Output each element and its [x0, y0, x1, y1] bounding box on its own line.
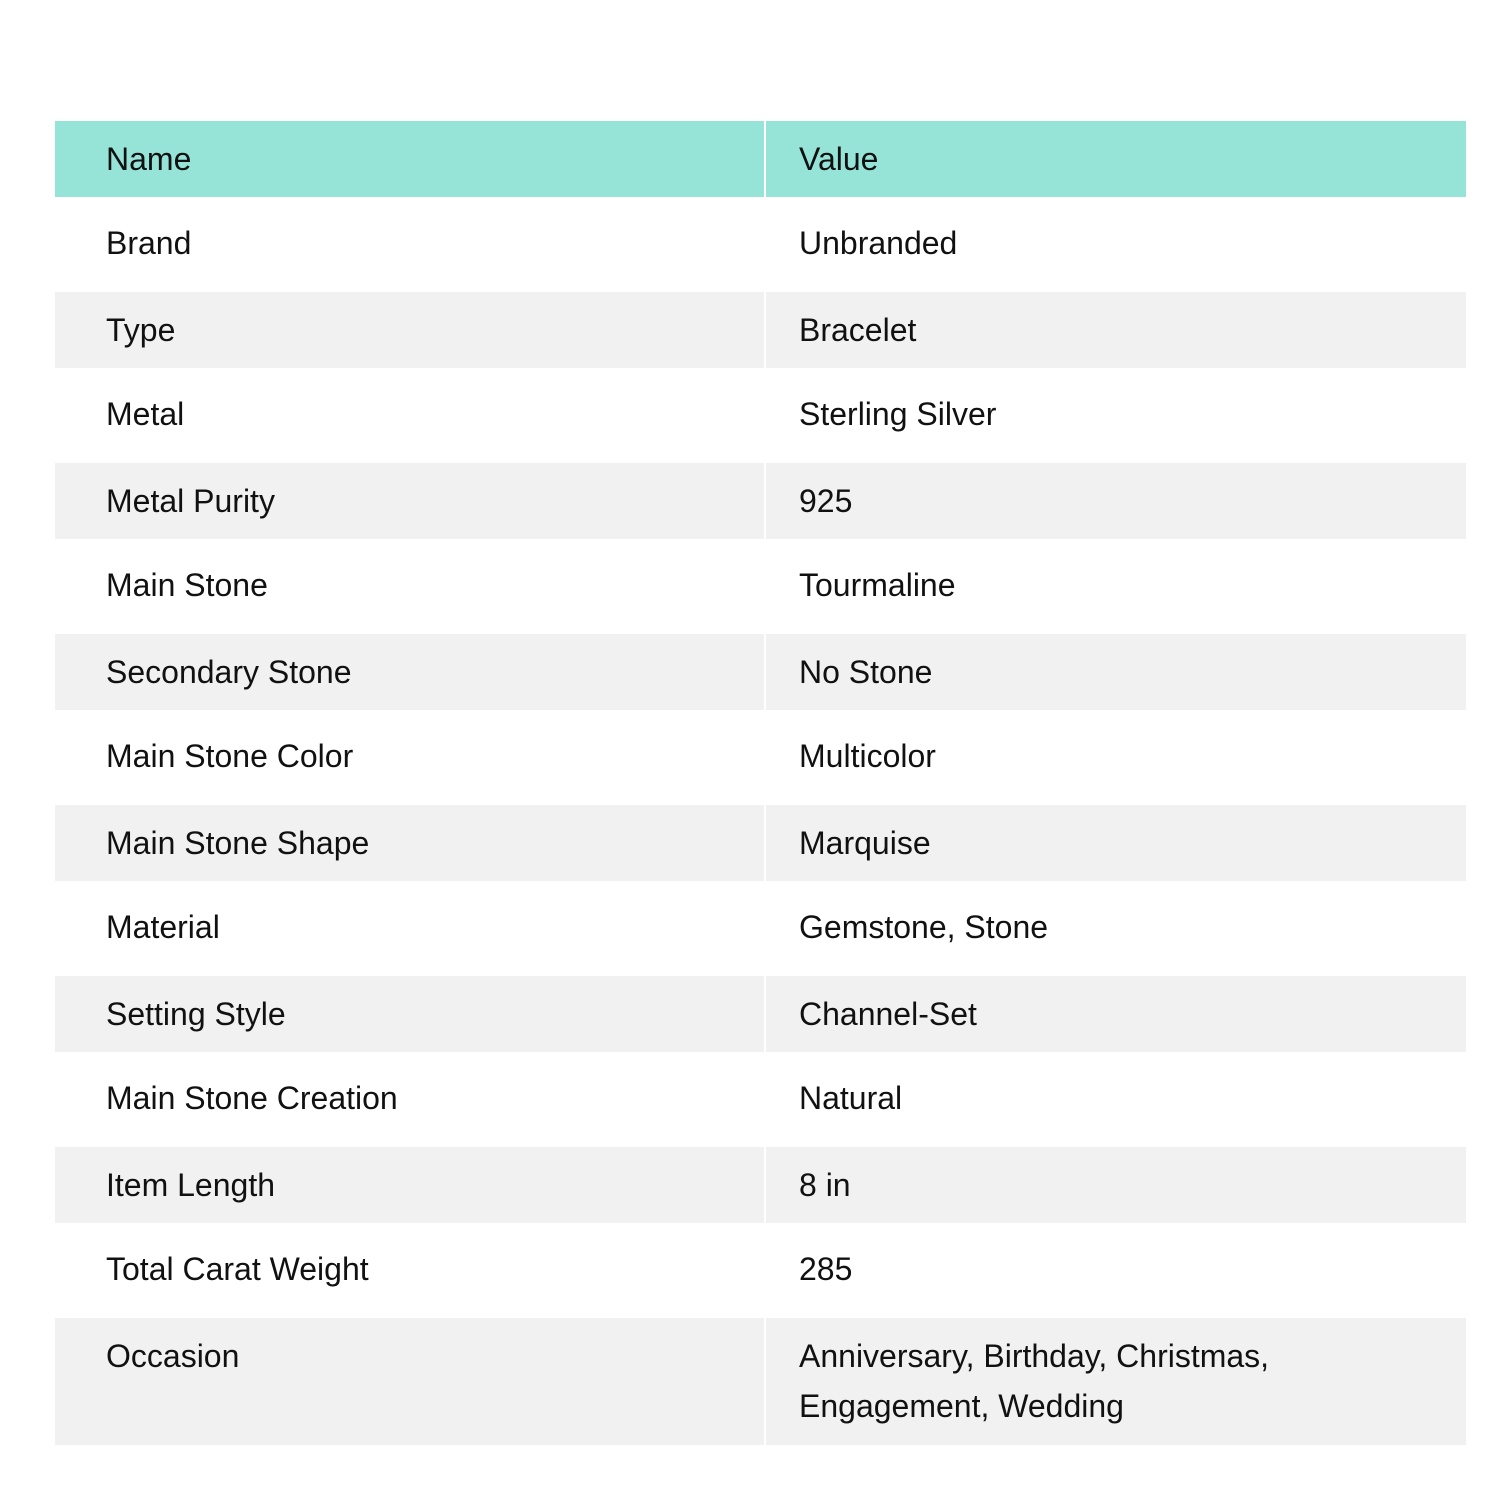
- table-row: [55, 292, 1466, 368]
- row-name-cell: Metal Purity: [55, 463, 766, 539]
- table-row: [55, 463, 1466, 539]
- row-name-cell: Setting Style: [55, 976, 766, 1052]
- row-value-cell: Multicolor: [799, 738, 936, 774]
- table-header-row: [55, 121, 1466, 197]
- table-row: [55, 881, 1466, 976]
- row-name-cell: Total Carat Weight: [55, 1223, 766, 1318]
- row-name-cell: Occasion: [55, 1318, 766, 1445]
- table-row: [55, 976, 1466, 1052]
- row-value-cell: Unbranded: [799, 225, 958, 261]
- row-name-cell: Item Length: [55, 1147, 766, 1223]
- row-value-cell: Anniversary, Birthday, Christmas, Engagement, Wedding: [766, 1318, 1466, 1445]
- table-row: [55, 805, 1466, 881]
- row-name-cell: Metal: [55, 368, 766, 463]
- row-value-cell: Bracelet: [766, 292, 1466, 368]
- row-value-cell: No Stone: [766, 634, 1466, 710]
- specifics-table: [55, 121, 1466, 1445]
- table-row: [55, 539, 1466, 634]
- table-row: [55, 1318, 1466, 1445]
- row-value-cell: Gemstone, Stone: [799, 909, 1049, 945]
- row-name-cell: Main Stone: [55, 539, 766, 634]
- table-row: [55, 634, 1466, 710]
- row-name-cell: Type: [55, 292, 766, 368]
- table-row: [55, 368, 1466, 463]
- row-name-cell: Material: [55, 881, 766, 976]
- row-name-cell: Main Stone Color: [55, 710, 766, 805]
- row-value-cell: Channel-Set: [766, 976, 1466, 1052]
- table-row: [55, 197, 1466, 292]
- row-name-cell: Secondary Stone: [55, 634, 766, 710]
- row-value-cell: Tourmaline: [799, 567, 956, 603]
- row-value-cell: 8 in: [766, 1147, 1466, 1223]
- row-name-cell: Main Stone Creation: [55, 1052, 766, 1147]
- column-header-name: Name: [55, 121, 766, 197]
- row-value-cell: 925: [766, 463, 1466, 539]
- column-header-value: Value: [766, 121, 1466, 197]
- row-value-cell: Natural: [799, 1080, 903, 1116]
- row-name-cell: Brand: [55, 197, 766, 292]
- row-value-cell: Marquise: [766, 805, 1466, 881]
- table-row: [55, 1223, 1466, 1318]
- row-name-cell: Main Stone Shape: [55, 805, 766, 881]
- row-value-cell: 285: [799, 1251, 853, 1287]
- table-row: [55, 1052, 1466, 1147]
- table-row: [55, 1147, 1466, 1223]
- row-value-cell: Sterling Silver: [799, 396, 997, 432]
- table-row: [55, 710, 1466, 805]
